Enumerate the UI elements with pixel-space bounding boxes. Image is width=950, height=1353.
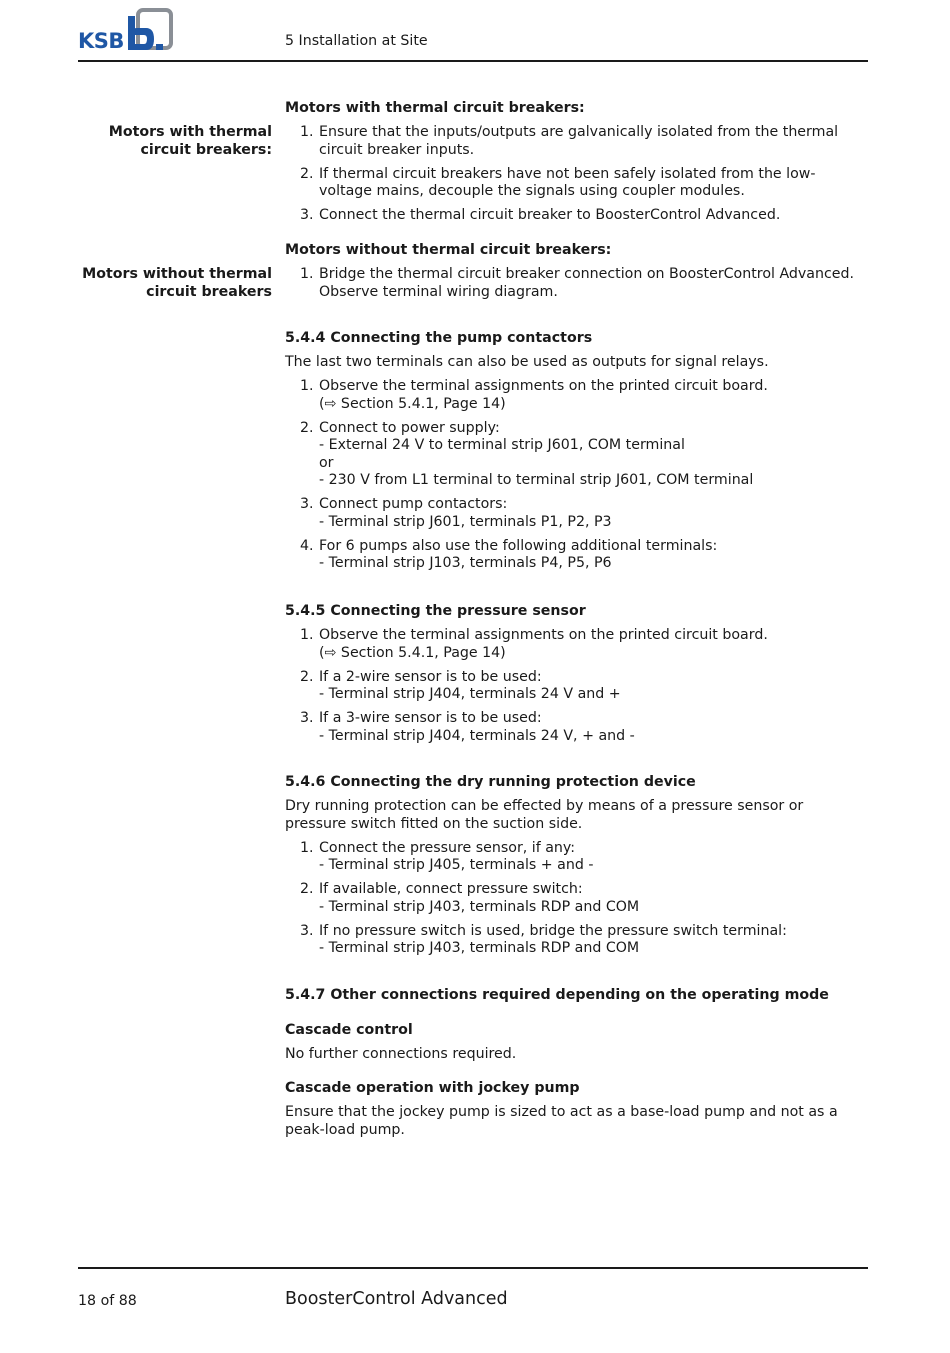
- section-5-4-5: [285, 603, 865, 752]
- list-item: 3. Connect pump contactors: - Terminal strip J601, terminals P1, P2, P3: [300, 496, 612, 530]
- list-item: 2. Connect to power supply: - External 24 V to terminal strip J601, COM terminal or - 230 V from L1 terminal to terminal strip J601, COM terminal: [300, 419, 754, 488]
- list-item: 2. If thermal circuit breakers have not been safely isolated from the low-voltage mains, decouple the signals using coupler modules.: [300, 165, 816, 199]
- ksb-logo: [78, 8, 178, 54]
- page-number: 18 of 88: [78, 1293, 137, 1309]
- list-item: 2. If a 2-wire sensor is to be used: - Terminal strip J404, terminals 24 V and +: [300, 668, 621, 702]
- no-thermal-heading: Motors without thermal circuit breakers:: [285, 242, 612, 258]
- section-heading: 5.4.7 Other connections required depending on the operating mode: [285, 987, 829, 1003]
- section-heading: 5.4.6 Connecting the dry running protection device: [285, 774, 696, 790]
- side-label-no-thermal: Motors without thermal circuit breakers: [82, 266, 272, 300]
- section-intro: Dry running protection can be effected by means of a pressure sensor or pressure switch fitted on the suction side.: [285, 798, 804, 832]
- list-item: 1. Bridge the thermal circuit breaker connection on BoosterControl Advanced. Observe terminal wiring diagram.: [300, 266, 855, 300]
- list-item: 1. Ensure that the inputs/outputs are galvanically isolated from the thermal circuit breaker inputs.: [300, 124, 839, 158]
- logo-mark-icon: [126, 8, 174, 54]
- cascade-text: No further connections required.: [285, 1045, 517, 1062]
- steps-list: [285, 627, 865, 745]
- section-heading: 5.4.4 Connecting the pump contactors: [285, 330, 593, 346]
- steps-list: [285, 378, 865, 573]
- list-item: 1. Observe the terminal assignments on the printed circuit board. (⇨ Section 5.4.1, Page 14): [300, 378, 768, 412]
- list-item: 1. Connect the pressure sensor, if any: - Terminal strip J405, terminals + and -: [300, 839, 594, 873]
- cascade-heading: Cascade control: [285, 1021, 413, 1038]
- jockey-text: Ensure that the jockey pump is sized to act as a base-load pump and not as a peak-load pump.: [285, 1104, 838, 1138]
- thermal-steps: [285, 124, 865, 225]
- list-item: 1. Observe the terminal assignments on the printed circuit board. (⇨ Section 5.4.1, Page 14): [300, 627, 768, 661]
- section-no-thermal: [285, 242, 865, 308]
- list-item: 4. For 6 pumps also use the following additional terminals: - Terminal strip J103, terminals P4, P5, P6: [300, 537, 718, 571]
- list-item: 3. Connect the thermal circuit breaker to BoosterControl Advanced.: [300, 207, 781, 223]
- thermal-heading: Motors with thermal circuit breakers:: [285, 100, 585, 116]
- steps-list: [285, 840, 865, 958]
- no-thermal-steps: [285, 266, 865, 301]
- section-thermal: [285, 100, 865, 231]
- section-5-4-4: [285, 330, 865, 579]
- section-heading: 5.4.5 Connecting the pressure sensor: [285, 603, 586, 619]
- page-header: [78, 8, 868, 62]
- page-footer: [78, 1267, 868, 1309]
- section-5-4-6: [285, 774, 865, 964]
- chapter-title: 5 Installation at Site: [285, 33, 428, 49]
- list-item: 2. If available, connect pressure switch: - Terminal strip J403, terminals RDP and COM: [300, 881, 640, 915]
- logo-text: KSB: [78, 29, 124, 53]
- jockey-heading: Cascade operation with jockey pump: [285, 1080, 580, 1096]
- product-name: BoosterControl Advanced: [285, 1289, 508, 1309]
- side-label-thermal: Motors with thermal circuit breakers:: [108, 124, 272, 158]
- section-5-4-7: [285, 987, 865, 1139]
- section-intro: The last two terminals can also be used as outputs for signal relays.: [285, 354, 769, 370]
- list-item: 3. If no pressure switch is used, bridge the pressure switch terminal: - Terminal strip J403, terminals RDP and COM: [300, 922, 787, 956]
- list-item: 3. If a 3-wire sensor is to be used: - Terminal strip J404, terminals 24 V, + and -: [300, 710, 635, 744]
